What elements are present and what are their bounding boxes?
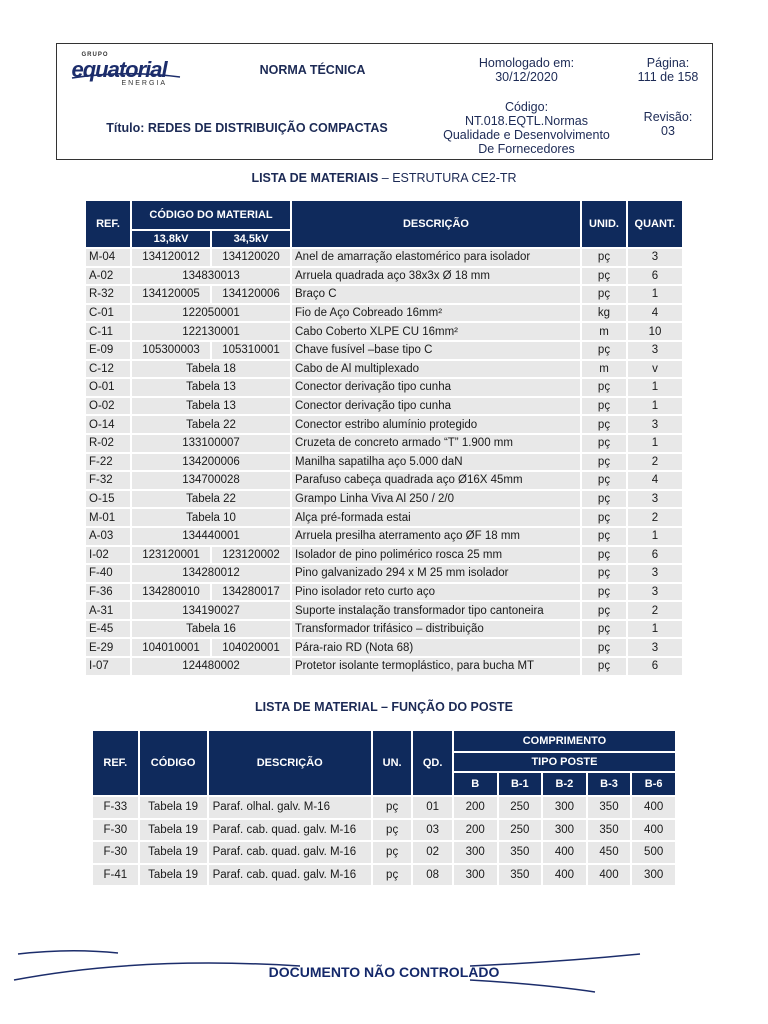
quantity-cell: v — [628, 361, 682, 378]
document-header — [56, 43, 713, 160]
t2-header-un: UN. — [373, 731, 412, 795]
quantity-cell: 03 — [413, 820, 452, 841]
pole-function-title — [0, 700, 768, 714]
quantity-cell: 10 — [628, 323, 682, 340]
revisao-value: 03 — [661, 123, 675, 138]
codigo-label: Código: — [504, 100, 549, 114]
code-34-5kv-cell: 104020001 — [212, 639, 290, 656]
table-row — [93, 865, 675, 886]
quantity-cell: 01 — [413, 797, 452, 818]
quantity-cell: 3 — [628, 491, 682, 508]
table-row — [86, 361, 682, 378]
description-cell: Paraf. olhal. galv. M-16 — [209, 797, 371, 818]
description-cell: Protetor isolante termoplástico, para bucha MT — [292, 658, 580, 675]
revisao-cell — [622, 95, 714, 161]
length-value-cell: 300 — [543, 797, 586, 818]
length-value-cell: 350 — [588, 797, 631, 818]
description-cell: Cabo Coberto XLPE CU 16mm² — [292, 323, 580, 340]
ref-cell: O-14 — [86, 416, 130, 433]
unit-cell: pç — [582, 491, 626, 508]
ref-cell: A-31 — [86, 602, 130, 619]
homologado-cell — [431, 44, 622, 95]
ref-cell: A-03 — [86, 528, 130, 545]
unit-cell: pç — [582, 602, 626, 619]
ref-cell: F-40 — [86, 565, 130, 582]
ref-cell: O-15 — [86, 491, 130, 508]
unit-cell: pç — [582, 249, 626, 266]
unit-cell: pç — [582, 547, 626, 564]
table-row — [86, 379, 682, 396]
quantity-cell: 3 — [628, 249, 682, 266]
description-cell: Pino galvanizado 294 x M 25 mm isolador — [292, 565, 580, 582]
pole-type-header: B — [454, 773, 497, 795]
ref-cell: C-01 — [86, 305, 130, 322]
t2-header-codigo: CÓDIGO — [140, 731, 207, 795]
quantity-cell: 08 — [413, 865, 452, 886]
uncontrolled-document-label: DOCUMENTO NÃO CONTROLADO — [268, 964, 500, 980]
length-value-cell: 400 — [543, 865, 586, 886]
code-cell: Tabela 10 — [132, 509, 290, 526]
unit-cell: pç — [373, 820, 412, 841]
unit-cell: pç — [582, 379, 626, 396]
description-cell: Grampo Linha Viva Al 250 / 2/0 — [292, 491, 580, 508]
pole-function-title-text: LISTA DE MATERIAL – FUNÇÃO DO POSTE — [255, 700, 513, 714]
logo-grupo-text: GRUPO — [81, 51, 109, 58]
code-cell: Tabela 22 — [132, 491, 290, 508]
length-value-cell: 500 — [632, 842, 675, 863]
pole-type-header: B-1 — [499, 773, 542, 795]
code-cell: Tabela 18 — [132, 361, 290, 378]
codigo-line1: NT.018.EQTL.Normas — [465, 114, 588, 128]
length-value-cell: 350 — [499, 842, 542, 863]
table-row — [93, 797, 675, 818]
unit-cell: pç — [373, 842, 412, 863]
code-13-8kv-cell: 134120005 — [132, 286, 210, 303]
description-cell: Pino isolador reto curto aço — [292, 584, 580, 601]
t2-header-ref: REF. — [93, 731, 138, 795]
ref-cell: M-04 — [86, 249, 130, 266]
table-row — [86, 584, 682, 601]
unit-cell: pç — [373, 797, 412, 818]
quantity-cell: 02 — [413, 842, 452, 863]
quantity-cell: 1 — [628, 621, 682, 638]
pole-function-table-body — [93, 797, 675, 885]
ref-cell: C-11 — [86, 323, 130, 340]
ref-cell: E-45 — [86, 621, 130, 638]
ref-cell: F-33 — [93, 797, 138, 818]
ref-cell: A-02 — [86, 268, 130, 285]
table-row — [86, 658, 682, 675]
unit-cell: pç — [582, 584, 626, 601]
code-34-5kv-cell: 134280017 — [212, 584, 290, 601]
t2-header-tipo-poste: TIPO POSTE — [454, 753, 675, 771]
ref-cell: F-30 — [93, 842, 138, 863]
unit-cell: pç — [582, 509, 626, 526]
table-row — [86, 472, 682, 489]
code-cell: Tabela 19 — [140, 820, 207, 841]
code-13-8kv-cell: 104010001 — [132, 639, 210, 656]
description-cell: Anel de amarração elastomérico para isolador — [292, 249, 580, 266]
unit-cell: pç — [582, 286, 626, 303]
table-row — [86, 435, 682, 452]
table-row — [86, 342, 682, 359]
header-34-5kv: 34,5kV — [212, 231, 290, 247]
t2-header-qd: QD. — [413, 731, 452, 795]
quantity-cell: 1 — [628, 379, 682, 396]
quantity-cell: 1 — [628, 286, 682, 303]
description-cell: Braço C — [292, 286, 580, 303]
code-cell: 134200006 — [132, 454, 290, 471]
materials-table-body — [86, 249, 682, 675]
ref-cell: F-32 — [86, 472, 130, 489]
code-13-8kv-cell: 134280010 — [132, 584, 210, 601]
length-value-cell: 200 — [454, 820, 497, 841]
pole-type-header: B-2 — [543, 773, 586, 795]
ref-cell: R-32 — [86, 286, 130, 303]
code-34-5kv-cell: 123120002 — [212, 547, 290, 564]
homologado-date: 30/12/2020 — [495, 69, 558, 84]
unit-cell: pç — [582, 398, 626, 415]
table-row — [86, 249, 682, 266]
length-value-cell: 400 — [543, 842, 586, 863]
table-row — [86, 454, 682, 471]
code-cell: Tabela 16 — [132, 621, 290, 638]
unit-cell: pç — [582, 416, 626, 433]
header-ref: REF. — [86, 201, 130, 247]
table-row — [86, 565, 682, 582]
codigo-cell — [431, 95, 622, 161]
table-row — [86, 602, 682, 619]
ref-cell: O-01 — [86, 379, 130, 396]
table-row — [86, 528, 682, 545]
description-cell: Isolador de pino polimérico rosca 25 mm — [292, 547, 580, 564]
materials-list-title-rest: – ESTRUTURA CE2-TR — [378, 171, 517, 185]
table-row — [93, 820, 675, 841]
quantity-cell: 4 — [628, 472, 682, 489]
length-value-cell: 350 — [588, 820, 631, 841]
ref-cell: R-02 — [86, 435, 130, 452]
unit-cell: pç — [582, 454, 626, 471]
ref-cell: E-09 — [86, 342, 130, 359]
ref-cell: O-02 — [86, 398, 130, 415]
quantity-cell: 3 — [628, 584, 682, 601]
description-cell: Pára-raio RD (Nota 68) — [292, 639, 580, 656]
unit-cell: pç — [582, 472, 626, 489]
description-cell: Arruela quadrada aço 38x3x Ø 18 mm — [292, 268, 580, 285]
code-cell: Tabela 19 — [140, 797, 207, 818]
code-34-5kv-cell: 105310001 — [212, 342, 290, 359]
table-row — [86, 323, 682, 340]
code-13-8kv-cell: 123120001 — [132, 547, 210, 564]
code-cell: 134190027 — [132, 602, 290, 619]
header-codigo-material: CÓDIGO DO MATERIAL — [132, 201, 290, 229]
unit-cell: pç — [582, 268, 626, 285]
code-cell: Tabela 19 — [140, 865, 207, 886]
code-cell: 134440001 — [132, 528, 290, 545]
description-cell: Chave fusível –base tipo C — [292, 342, 580, 359]
norma-title: NORMA TÉCNICA — [259, 62, 366, 77]
code-cell: 122050001 — [132, 305, 290, 322]
homologado-label: Homologado em: — [478, 55, 575, 70]
materials-table — [84, 199, 684, 677]
ref-cell: F-41 — [93, 865, 138, 886]
materials-list-title-bold: LISTA DE MATERIAIS — [251, 171, 379, 185]
quantity-cell: 3 — [628, 565, 682, 582]
code-cell: Tabela 22 — [132, 416, 290, 433]
ref-cell: F-36 — [86, 584, 130, 601]
quantity-cell: 6 — [628, 658, 682, 675]
header-unid: UNID. — [582, 201, 626, 247]
description-cell: Paraf. cab. quad. galv. M-16 — [209, 865, 371, 886]
quantity-cell: 3 — [628, 342, 682, 359]
code-cell: Tabela 19 — [140, 842, 207, 863]
table-row — [86, 639, 682, 656]
unit-cell: pç — [582, 565, 626, 582]
length-value-cell: 400 — [632, 820, 675, 841]
quantity-cell: 4 — [628, 305, 682, 322]
code-13-8kv-cell: 134120012 — [132, 249, 210, 266]
quantity-cell: 3 — [628, 639, 682, 656]
unit-cell: pç — [373, 865, 412, 886]
header-quant: QUANT. — [628, 201, 682, 247]
description-cell: Arruela presilha aterramento aço ØF 18 mm — [292, 528, 580, 545]
unit-cell: m — [582, 323, 626, 340]
length-value-cell: 350 — [499, 865, 542, 886]
quantity-cell: 1 — [628, 435, 682, 452]
materials-list-title — [0, 171, 768, 185]
pole-type-header: B-3 — [588, 773, 631, 795]
ref-cell: M-01 — [86, 509, 130, 526]
unit-cell: m — [582, 361, 626, 378]
table-row — [86, 416, 682, 433]
table-row — [86, 398, 682, 415]
table-row — [93, 842, 675, 863]
description-cell: Paraf. cab. quad. galv. M-16 — [209, 820, 371, 841]
equatorial-logo — [70, 52, 182, 88]
table-row — [86, 305, 682, 322]
length-value-cell: 400 — [632, 797, 675, 818]
code-13-8kv-cell: 105300003 — [132, 342, 210, 359]
length-value-cell: 300 — [632, 865, 675, 886]
unit-cell: pç — [582, 621, 626, 638]
unit-cell: pç — [582, 528, 626, 545]
code-cell: 124480002 — [132, 658, 290, 675]
description-cell: Suporte instalação transformador tipo cantoneira — [292, 602, 580, 619]
logo-cell — [57, 44, 194, 95]
unit-cell: kg — [582, 305, 626, 322]
ref-cell: I-07 — [86, 658, 130, 675]
codigo-line3: De Fornecedores — [478, 142, 575, 156]
quantity-cell: 1 — [628, 528, 682, 545]
description-cell: Alça pré-formada estai — [292, 509, 580, 526]
ref-cell: C-12 — [86, 361, 130, 378]
ref-cell: F-22 — [86, 454, 130, 471]
length-value-cell: 450 — [588, 842, 631, 863]
length-value-cell: 300 — [454, 865, 497, 886]
unit-cell: pç — [582, 639, 626, 656]
table-row — [86, 491, 682, 508]
unit-cell: pç — [582, 435, 626, 452]
description-cell: Cabo de Al multiplexado — [292, 361, 580, 378]
description-cell: Fio de Aço Cobreado 16mm² — [292, 305, 580, 322]
quantity-cell: 3 — [628, 416, 682, 433]
pagina-label: Página: — [646, 55, 690, 70]
description-cell: Parafuso cabeça quadrada aço Ø16X 45mm — [292, 472, 580, 489]
quantity-cell: 2 — [628, 509, 682, 526]
header-13-8kv: 13,8kV — [132, 231, 210, 247]
code-cell: 122130001 — [132, 323, 290, 340]
description-cell: Conector derivação tipo cunha — [292, 398, 580, 415]
description-cell: Paraf. cab. quad. galv. M-16 — [209, 842, 371, 863]
header-descricao: DESCRIÇÃO — [292, 201, 580, 247]
unit-cell: pç — [582, 658, 626, 675]
length-value-cell: 300 — [543, 820, 586, 841]
logo-brand-text: equatorial — [71, 56, 167, 82]
ref-cell: E-29 — [86, 639, 130, 656]
code-cell: 134700028 — [132, 472, 290, 489]
document-title: Título: REDES DE DISTRIBUIÇÃO COMPACTAS — [106, 121, 388, 135]
length-value-cell: 250 — [499, 797, 542, 818]
codigo-line2: Qualidade e Desenvolvimento — [443, 128, 610, 142]
length-value-cell: 300 — [454, 842, 497, 863]
description-cell: Transformador trifásico – distribuição — [292, 621, 580, 638]
length-value-cell: 200 — [454, 797, 497, 818]
code-cell: Tabela 13 — [132, 379, 290, 396]
length-value-cell: 400 — [588, 865, 631, 886]
code-34-5kv-cell: 134120006 — [212, 286, 290, 303]
code-34-5kv-cell: 134120020 — [212, 249, 290, 266]
description-cell: Conector derivação tipo cunha — [292, 379, 580, 396]
pole-type-header: B-6 — [632, 773, 675, 795]
description-cell: Manilha sapatilha aço 5.000 daN — [292, 454, 580, 471]
revisao-label: Revisão: — [643, 109, 693, 124]
table-row — [86, 286, 682, 303]
quantity-cell: 6 — [628, 268, 682, 285]
logo-energia-text: ENERGIA — [121, 79, 168, 87]
quantity-cell: 2 — [628, 602, 682, 619]
table-row — [86, 621, 682, 638]
length-value-cell: 250 — [499, 820, 542, 841]
ref-cell: I-02 — [86, 547, 130, 564]
t2-header-comprimento: COMPRIMENTO — [454, 731, 675, 751]
pagina-value: 111 de 158 — [637, 69, 699, 84]
quantity-cell: 6 — [628, 547, 682, 564]
description-cell: Cruzeta de concreto armado “T” 1.900 mm — [292, 435, 580, 452]
code-cell: 134280012 — [132, 565, 290, 582]
unit-cell: pç — [582, 342, 626, 359]
description-cell: Conector estribo alumínio protegido — [292, 416, 580, 433]
quantity-cell: 2 — [628, 454, 682, 471]
table-row — [86, 509, 682, 526]
table-row — [86, 268, 682, 285]
pole-function-table — [91, 729, 677, 887]
code-cell: Tabela 13 — [132, 398, 290, 415]
code-cell: 133100007 — [132, 435, 290, 452]
table-row — [86, 547, 682, 564]
pagina-cell — [622, 44, 714, 95]
t2-header-descricao: DESCRIÇÃO — [209, 731, 371, 795]
ref-cell: F-30 — [93, 820, 138, 841]
code-cell: 134830013 — [132, 268, 290, 285]
quantity-cell: 1 — [628, 398, 682, 415]
